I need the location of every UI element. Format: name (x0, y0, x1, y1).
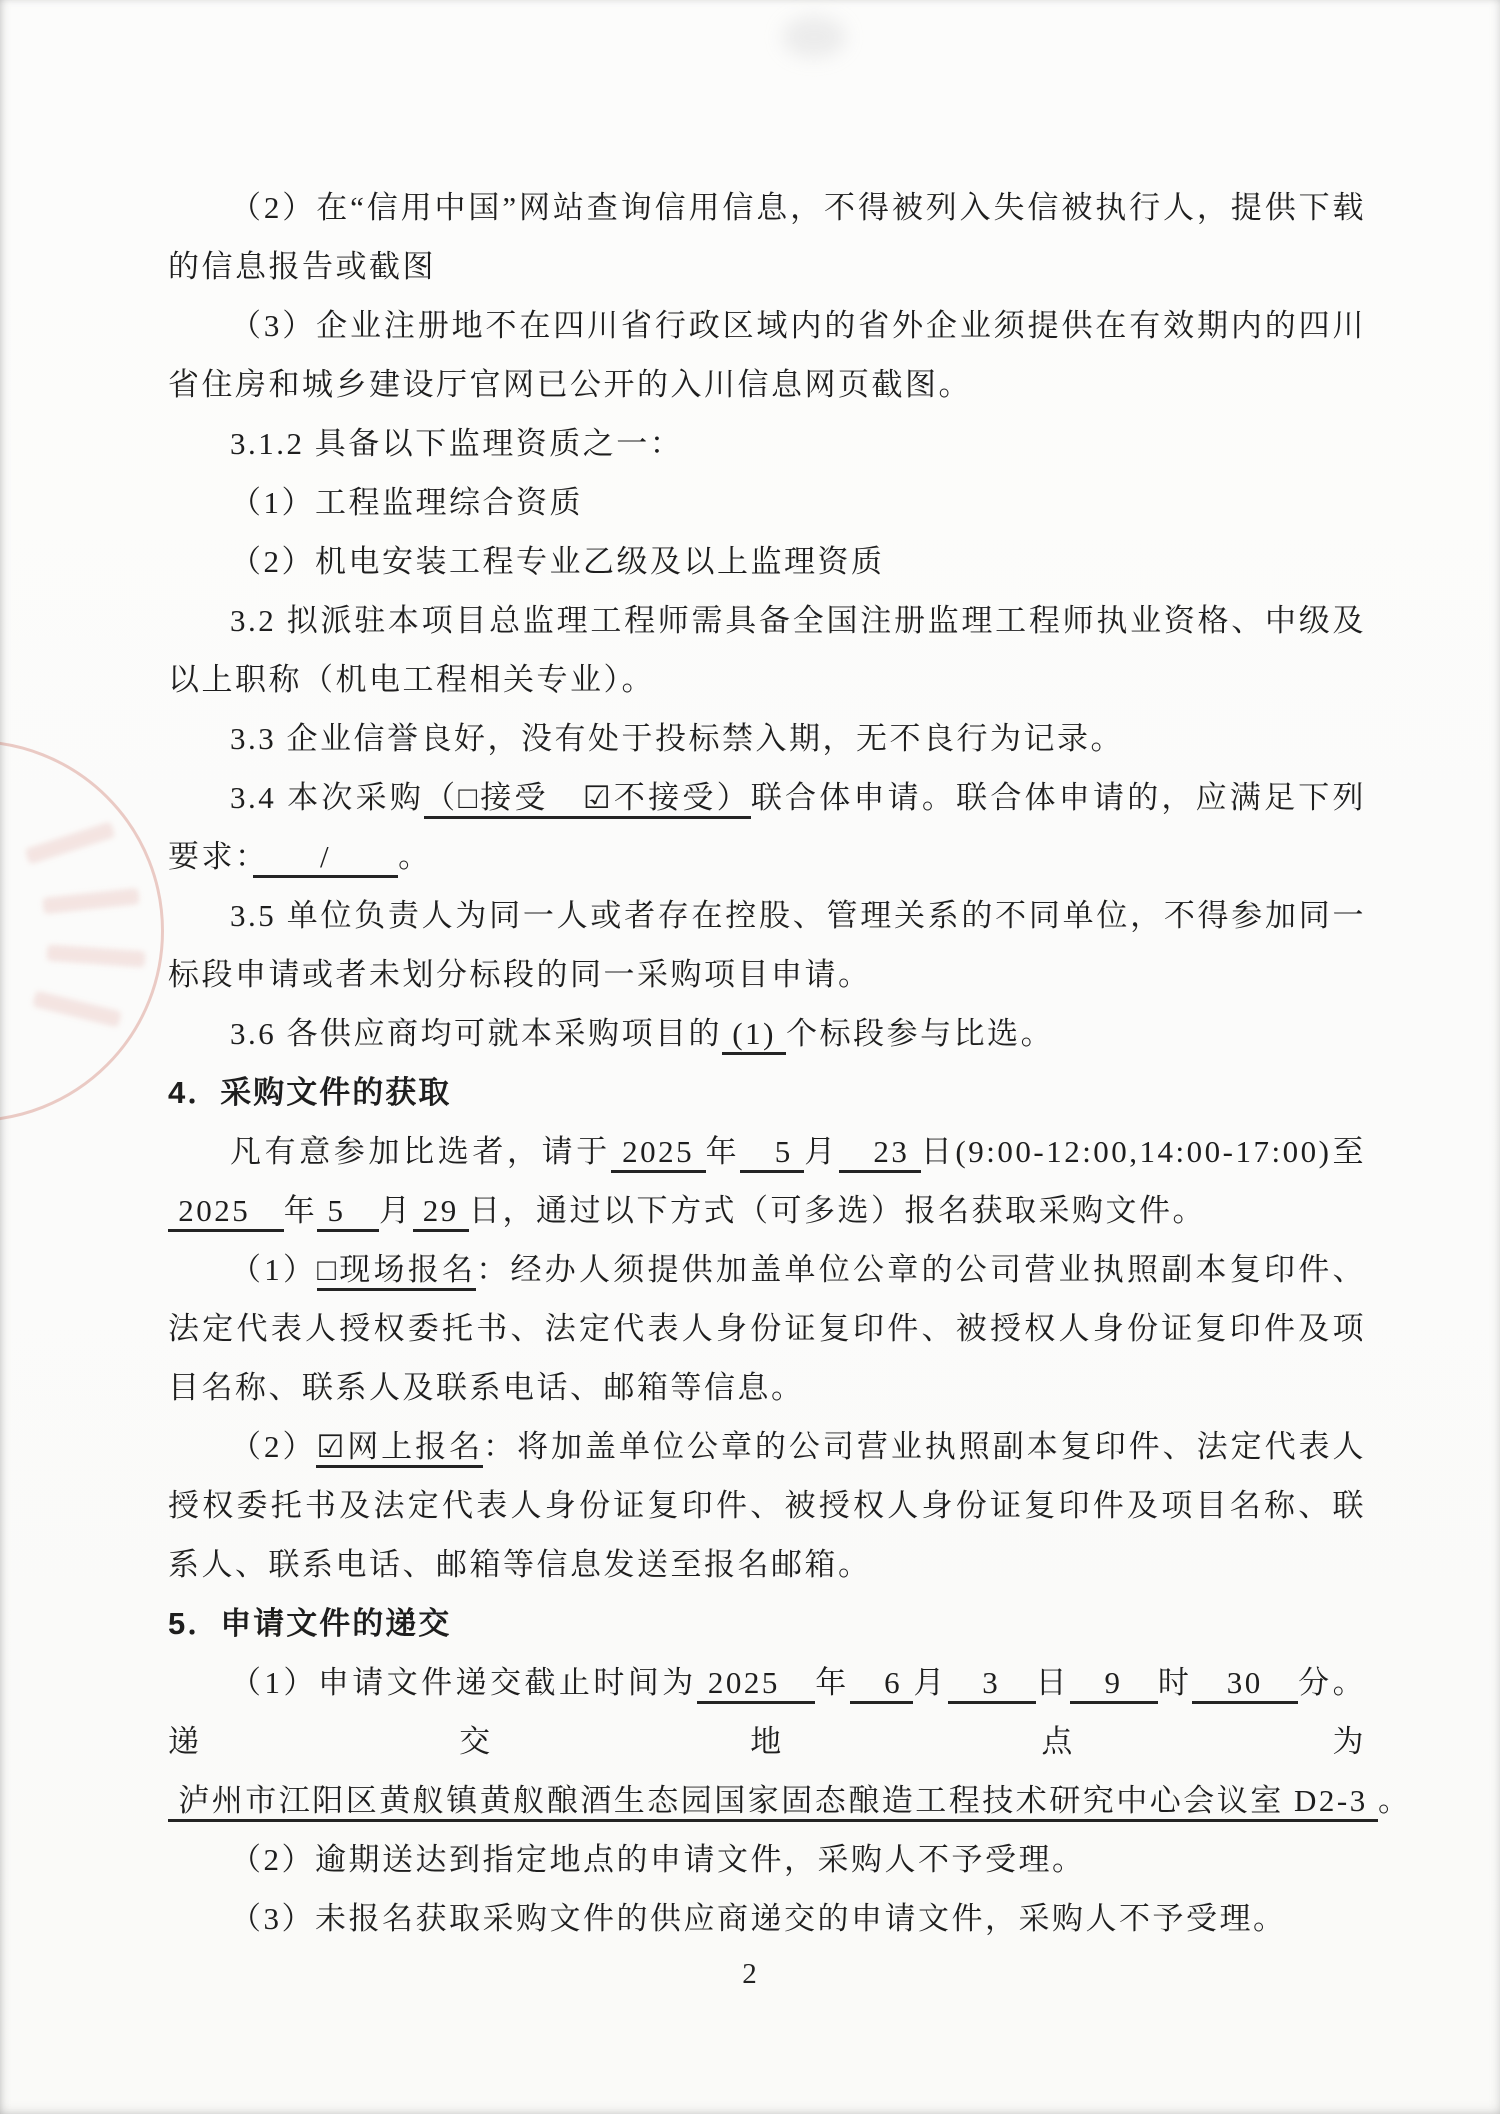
text-run: 月 (804, 1134, 839, 1169)
text-run: 2025 (697, 1665, 816, 1704)
text-run: 个标段参与比选。 (786, 1016, 1055, 1051)
text-run: ：经办人须提供加盖单位公章的公司营业执照副本复印件、法定代表人授权委托书、法定代表人身份证复印件、被授权人身份证复印件及项目名称、联系人及联系电话、邮箱等信息。 (168, 1252, 1367, 1405)
text-run: 年 (815, 1665, 850, 1700)
stamp-mark (47, 945, 146, 968)
text-run: 3.4 本次采购 (230, 780, 425, 815)
text-run: / (253, 839, 398, 878)
clause-3-6 (168, 1004, 1366, 1063)
text-run: 月 (913, 1665, 948, 1700)
text-run: 9 (1070, 1665, 1158, 1704)
text-run: 年 (705, 1134, 741, 1169)
clause-3-out-of-province (168, 296, 1366, 414)
checkbox-checked-icon: ☑ (316, 1429, 346, 1468)
stamp-mark (32, 991, 121, 1028)
text-run: 现场报名 (339, 1252, 476, 1291)
text-run: （2）机电安装工程专业乙级及以上监理资质 (230, 544, 885, 579)
clause-5-late-delivery (168, 1830, 1366, 1889)
clause-3-5 (168, 886, 1366, 1004)
clause-4-onsite-registration (168, 1240, 1366, 1417)
stamp-mark (25, 821, 116, 864)
clause-3-1-2-item-1 (168, 473, 1366, 532)
text-run: （3）企业注册地不在四川省行政区域内的省外企业须提供在有效期内的四川省住房和城乡建设厅官网已公开的入川信息网页截图。 (168, 308, 1366, 402)
text-run: 4．采购文件的获取 (168, 1075, 452, 1110)
text-run: （ (424, 780, 458, 819)
text-run: 23 (839, 1134, 921, 1173)
section-5-heading (168, 1594, 1366, 1653)
text-run: 29 (413, 1193, 470, 1232)
text-run: 30 (1192, 1665, 1298, 1704)
text-run: 2025 (168, 1193, 284, 1232)
text-run: 5 (317, 1193, 379, 1232)
text-run: 日，通过以下方式（可多选）报名获取采购文件。 (469, 1193, 1206, 1228)
text-run: （1）申请文件递交截止时间为 (230, 1665, 697, 1700)
text-run: 5．申请文件的递交 (168, 1606, 452, 1641)
document-body (168, 178, 1412, 1948)
text-run: 年 (283, 1193, 318, 1228)
text-run: （2）在“信用中国”网站查询信用信息，不得被列入失信被执行人，提供下载的信息报告或截图 (168, 190, 1366, 284)
clause-5-unregistered-supplier (168, 1889, 1366, 1948)
text-run: 网上报名 (347, 1429, 483, 1468)
clause-5-deadline-location (168, 1653, 1412, 1830)
clause-3-4 (168, 768, 1366, 886)
text-run: 时 (1157, 1665, 1193, 1700)
text-run: （1）工程监理综合资质 (230, 485, 583, 520)
text-run: 。 (1377, 1783, 1412, 1818)
clause-3-1-2-item-2 (168, 532, 1366, 591)
clause-4-online-registration (168, 1417, 1366, 1594)
text-run: 联合体申请。联合体申请的，应满足下列要求： (168, 780, 1367, 874)
checkbox-unchecked-icon: □ (458, 780, 480, 819)
text-run: ：将加盖单位公章的公司营业执照副本复印件、法定代表人授权委托书及法定代表人身份证复印件、被授权人身份证复印件及项目名称、联系人、联系电话、邮箱等信息发送至报名邮箱。 (168, 1429, 1367, 1582)
text-run: 凡有意参加比选者，请于 (230, 1134, 611, 1169)
text-run: 5 (740, 1134, 804, 1173)
text-run: （2）逾期送达到指定地点的申请文件，采购人不予受理。 (230, 1842, 1086, 1877)
text-run: 分。递交地点为 (168, 1665, 1367, 1759)
section-4-heading (168, 1063, 1366, 1122)
text-run: 接受 (480, 780, 583, 819)
text-run: （2） (230, 1429, 317, 1464)
page-number: 2 (742, 1958, 758, 1990)
stamp-mark (42, 888, 139, 914)
text-run: 3.1.2 具备以下监理资质之一： (230, 426, 684, 461)
clause-2-credit-china (168, 178, 1366, 296)
text-run: 。 (398, 839, 432, 874)
text-run: 3 (948, 1665, 1036, 1704)
text-run: 6 (850, 1665, 914, 1704)
clause-3-1-2 (168, 414, 1366, 473)
red-seal-stamp-icon (0, 740, 164, 1122)
text-run: （1） (230, 1252, 318, 1287)
text-run: 日(9:00-12:00,14:00-17:00)至 (920, 1134, 1367, 1169)
text-run: 3.3 企业信誉良好，没有处于投标禁入期，无不良行为记录。 (230, 721, 1124, 756)
text-run: 不接受） (613, 780, 751, 819)
clause-3-3 (168, 709, 1366, 768)
text-run: 2025 (611, 1134, 706, 1173)
text-run: 月 (379, 1193, 413, 1228)
clause-4-obtain-period (168, 1122, 1366, 1240)
clause-3-2 (168, 591, 1366, 709)
text-run: 3.6 各供应商均可就本采购项目的 (230, 1016, 722, 1051)
text-run: （3）未报名获取采购文件的供应商递交的申请文件，采购人不予受理。 (230, 1901, 1287, 1936)
text-run: 泸州市江阳区黄舣镇黄舣酿酒生态园国家固态酿造工程技术研究中心会议室 D2-3 (168, 1783, 1378, 1822)
text-run: (1) (722, 1016, 786, 1055)
checkbox-checked-icon: ☑ (583, 780, 613, 819)
text-run: 日 (1035, 1665, 1071, 1700)
text-run: 3.5 单位负责人为同一人或者存在控股、管理关系的不同单位，不得参加同一标段申请或者未划分标段的同一采购项目申请。 (168, 898, 1366, 992)
text-run: 3.2 拟派驻本项目总监理工程师需具备全国注册监理工程师执业资格、中级及以上职称（机电工程相关专业）。 (168, 603, 1366, 697)
scan-smudge (782, 16, 846, 58)
checkbox-unchecked-icon: □ (317, 1252, 339, 1291)
